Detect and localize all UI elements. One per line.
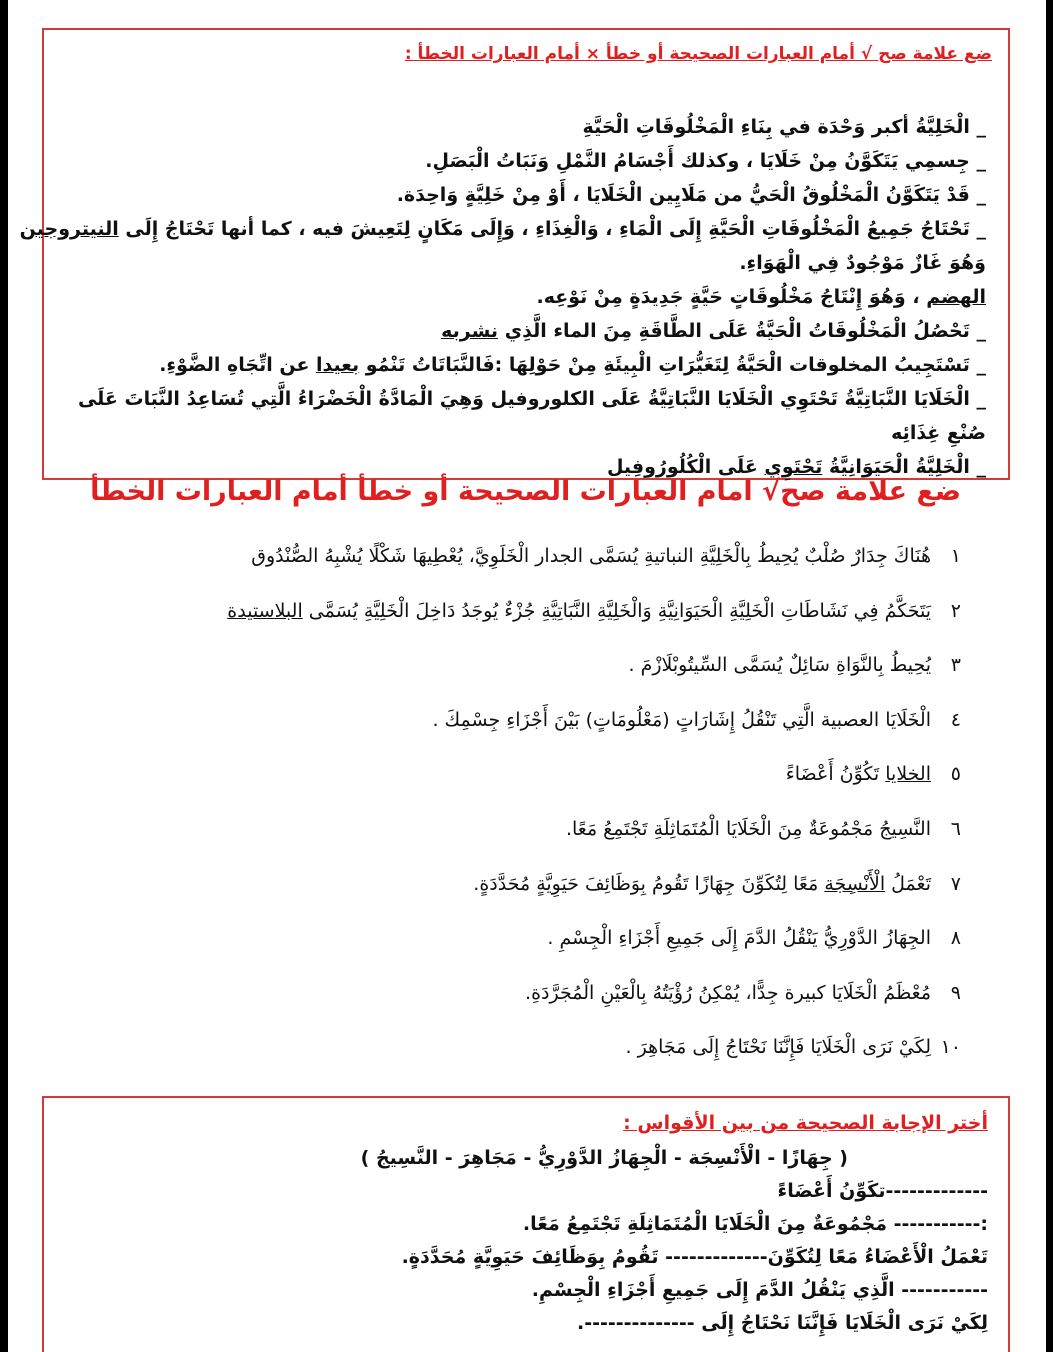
section2-title: ضع علامة صح√ امام العبارات الصحيحة أو خطأ أمام العبارات الخطأ bbox=[90, 476, 961, 507]
fill-blank-line: لِكَيْ نَرَى الْخَلَايَا فَإِنَّنَا نَحْتَاجُ إِلَى --------------. bbox=[577, 1312, 988, 1334]
numbered-statement: ٥الخلايا تَكُوِّنُ أَعْضَاءً bbox=[785, 763, 961, 786]
numbered-statement: ٦النَّسِيجُ مَجْمُوعَةٌ مِنَ الْخَلَايَا الْمُتَمَاثِلَةِ تَجْتَمِعُ مَعًا. bbox=[565, 817, 961, 840]
multiple-choice-box bbox=[42, 1096, 1010, 1352]
statement: _ الْخَلَايَا النَّبَاتِيَّةُ تَحْتَوِي الْخَلَايَا النَّبَاتِيَّةُ عَلَى الكلوروفيل وَهِيَ الْمَادَّةُ الْخَضْرَاءُ الَّتِي تُسَاعِدُ النَّبَاتَ عَلَى صُنْعِ غِذَائِه bbox=[77, 388, 986, 444]
statement: _ تَحْتَاجُ جَمِيعُ الْمَخْلُوقَاتِ الْحَيَّةِ إِلَى الْمَاءِ ، وَالْغِذَاءِ ، وَإِلَى مَكَانٍ لِتَعِيشَ فيه ، كما أنها تَحْتَاجُ إِلَى النيتروجين bbox=[19, 218, 986, 240]
statement: _ قَدْ يَتَكَوَّنُ الْمَخْلُوقُ الْحَيُّ من مَلَايِين الْخَلَايَا ، أَوْ مِنْ خَلِيَّةٍ وَاحِدَة. bbox=[396, 184, 986, 206]
fill-blank-line: ----------- الَّذِي يَنْقُلُ الدَّمَ إِلَى جَمِيعِ أَجْزَاءِ الْجِسْمِ. bbox=[531, 1279, 988, 1301]
numbered-statement: ٤الْخَلَايَا العصبية الَّتِي تَنْقُلُ إِشَارَاتٍ (مَعْلُومَاتٍ) بَيْنَ أَجْزَاءِ جِسْمِكَ . bbox=[432, 708, 961, 731]
box3-questions bbox=[68, 1142, 988, 1340]
statement: _ تَحْصُلُ الْمَخْلُوقَاتُ الْحَيَّةُ عَلَى الطَّاقَةِ مِنَ الماء الَّذِي نشربه bbox=[441, 320, 986, 342]
scan-edge-left bbox=[0, 0, 8, 1352]
numbered-statement: ٢يَتَحَكَّمُ فِي نَشَاطَاتِ الْخَلِيَّةِ الْحَيَوَانِيَّةِ وَالْخَلِيَّةِ النَّبَاتِيَّةِ جُزْءٌ يُوجَدُ دَاخِلَ الْخَلِيَّةِ يُسَمَّى البلاستيدة bbox=[227, 599, 961, 622]
statement: _ الْخَلِيَّةُ الْحَيَوَانِيَّةُ تَحْتَوِي عَلَى الْكُلُورُوفِيل bbox=[606, 456, 986, 478]
true-false-box-1 bbox=[19, 28, 1010, 480]
box3-title: أختر الإجابة الصحيحة من بين الأقواس : bbox=[623, 1112, 988, 1134]
numbered-statement: ٩مُعْظَمُ الْخَلَايَا كبيرة جِدًّا، يُمْكِنُ رُؤْيَتُهُ بِالْعَيْنِ الْمُجَرَّدَةِ. bbox=[525, 981, 961, 1004]
numbered-statement: ٨الجِهَازُ الدَّوْرِيُّ يَنْقُلُ الدَّمَ إِلَى جَمِيعِ أَجْزَاءِ الْجِسْمِ . bbox=[547, 927, 961, 950]
statement: الهضم ، وَهُوَ إِنْتَاجُ مَخْلُوقَاتٍ حَيَّةٍ جَدِيدَةٍ مِنْ نَوْعِه. bbox=[536, 286, 986, 308]
scan-edge-right bbox=[1046, 0, 1053, 1352]
fill-blank-line: :----------- مَجْمُوعَةٌ مِنَ الْخَلَايَا الْمُتَمَاثِلَةِ تَجْتَمِعُ مَعًا. bbox=[522, 1213, 988, 1235]
choices-list: ( جِهَازًا - الْأَنْسِجَة - الْجِهَازُ الدَّوْرِيُّ - مَجَاهِرَ - النَّسِيجُ ) bbox=[360, 1147, 848, 1169]
statement: _ الْخَلِيَّةُ أكبر وَحْدَة في بِنَاءِ الْمَخْلُوقَاتِ الْحَيَّةِ bbox=[582, 116, 986, 138]
numbered-statement: ١٠لِكَيْ نَرَى الْخَلَايَا فَإِنَّنَا نَحْتَاجُ إِلَى مَجَاهِرَ . bbox=[625, 1036, 961, 1059]
numbered-statement: ١هُنَاكَ جِدَارٌ صُلْبٌ يُحِيطُ بِالْخَلِيَّةِ النباتيةِ يُسَمَّى الجدار الْخَلَوِيَّ، يُعْطِيهَا شَكْلًا يُشْبِهُ الصُّنْدُوق bbox=[251, 545, 961, 567]
numbered-statement: ٧تَعْمَلُ الْأَنْسِجَة مَعًا لِتُكَوِّنَ جِهَازًا تَقُومُ بِوَظَائِفَ حَيَوِيَّةٍ مُحَدَّدَةٍ. bbox=[473, 872, 961, 895]
numbered-statement: ٣يُحِيطُ بِالنَّوَاةِ سَائِلٌ يُسَمَّى السِّيتُوبْلَازْمَ . bbox=[628, 654, 961, 677]
statement: _ تَسْتَجِيبُ المخلوقات الْحَيَّةُ لِتَغَيُّرَاتِ الْبِيئَةِ مِنْ حَوْلِهَا :فَالنَّبَاتَاتُ تَنْمُو بعيدا عن اتِّجَاهِ الضَّوْءِ. bbox=[159, 354, 986, 376]
statement: _ جِسمِي يَتَكَوَّنُ مِنْ خَلَايَا ، وكذلك أَجْسَامُ النَّمْلِ وَنَبَاتُ الْبَصَلِ. bbox=[425, 150, 986, 172]
box1-statements bbox=[19, 110, 986, 484]
fill-blank-line: -------------تكَوِّنُ أَعْضَاءً bbox=[777, 1180, 988, 1202]
box1-title: ضع علامة صح √ أمام العبارات الصحيحة أو خطأ × أمام العبارات الخطأ : bbox=[404, 44, 992, 64]
fill-blank-line: تَعْمَلُ الْأَعْضَاءُ مَعًا لِتُكَوِّنَ------------- تَقُومُ بِوَظَائِفَ حَيَوِيَّةٍ مُحَدَّدَةٍ. bbox=[401, 1246, 988, 1268]
section2-statements bbox=[201, 545, 961, 1091]
statement: وَهُوَ غَازٌ مَوْجُودٌ فِي الْهَوَاءِ. bbox=[739, 252, 986, 274]
